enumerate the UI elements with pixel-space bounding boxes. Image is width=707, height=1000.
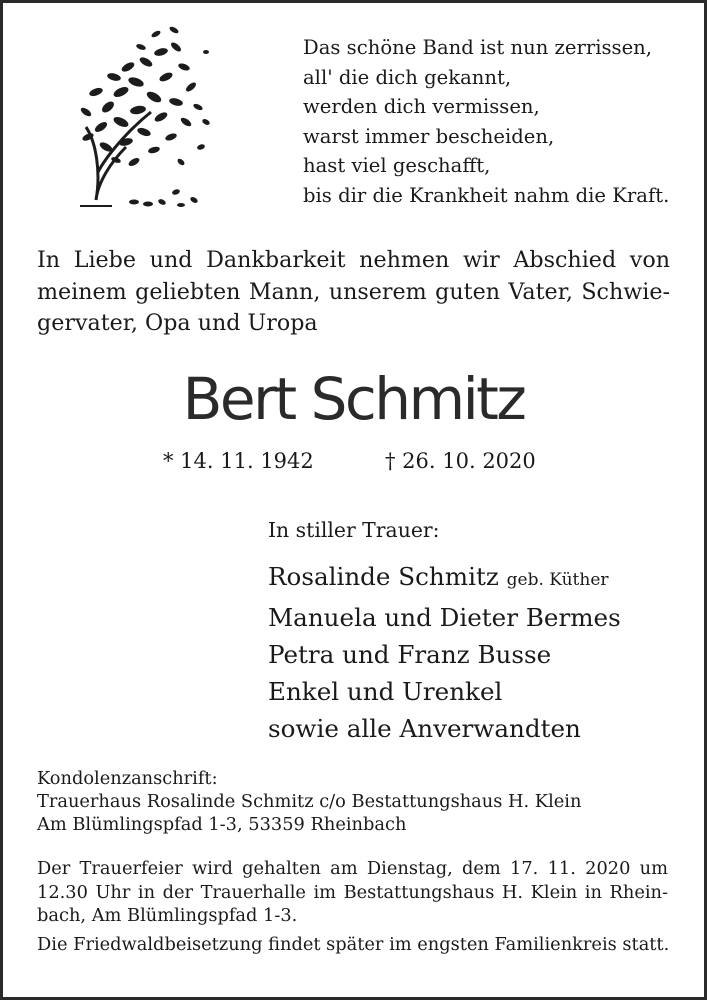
ceremony-line: 12.30 Uhr in der Trauerhalle im Bestattungshaus H. Klein in Rhein- [37, 881, 668, 903]
intro-line: meinem geliebten Mann, unserem guten Vater, Schwie- [37, 278, 670, 305]
mourner-entry: Enkel und Urenkel [268, 677, 503, 706]
mourner-entry: Manuela und Dieter Bermes [268, 603, 621, 632]
ceremony-line: bach, Am Blümlingspfad 1-3. [37, 905, 298, 926]
maiden-name-note: geb. Küther [506, 570, 609, 590]
poem-line: bis dir die Krankheit nahm die Kraft. [303, 183, 670, 207]
intro-line: gervater, Opa und Uropa [37, 310, 318, 336]
deceased-name: Bert Schmitz [182, 365, 525, 433]
birth-date: * 14. 11. 1942 [163, 449, 314, 473]
mourner-entry: sowie alle Anverwandten [268, 714, 581, 743]
condolence-line: Trauerhaus Rosalinde Schmitz c/o Bestattungshaus H. Klein [37, 791, 582, 812]
ceremony-info [37, 857, 668, 928]
condolence-label: Kondolenzanschrift: [37, 768, 218, 789]
poem [303, 33, 669, 211]
mourner-list [268, 558, 621, 747]
burial-info: Die Friedwaldbeisetzung findet später im engsten Familienkreis statt. [37, 934, 670, 955]
intro-line: In Liebe und Dankbarkeit nehmen wir Abschied von [37, 247, 670, 273]
ceremony-line: Der Trauerfeier wird gehalten am Dienstag, dem 17. 11. 2020 um [37, 858, 668, 879]
mourner-entry: Petra und Franz Busse [268, 640, 552, 669]
poem-line: werden dich vermissen, [303, 95, 540, 119]
poem-line: hast viel geschafft, [303, 154, 491, 178]
intro-text [37, 245, 670, 340]
death-date: † 26. 10. 2020 [385, 449, 536, 473]
poem-line: all' die dich gekannt, [303, 65, 512, 89]
poem-line: warst immer bescheiden, [303, 124, 555, 148]
mourner-entry [268, 558, 621, 599]
tree-illustration [66, 22, 216, 214]
mourner-name: Rosalinde Schmitz [268, 562, 499, 591]
condolence-line: Am Blümlingspfad 1-3, 53359 Rheinbach [37, 814, 407, 835]
condolence-address [37, 767, 581, 836]
mourning-heading: In stiller Trauer: [268, 518, 440, 542]
poem-line: Das schöne Band ist nun zerrissen, [303, 36, 653, 59]
